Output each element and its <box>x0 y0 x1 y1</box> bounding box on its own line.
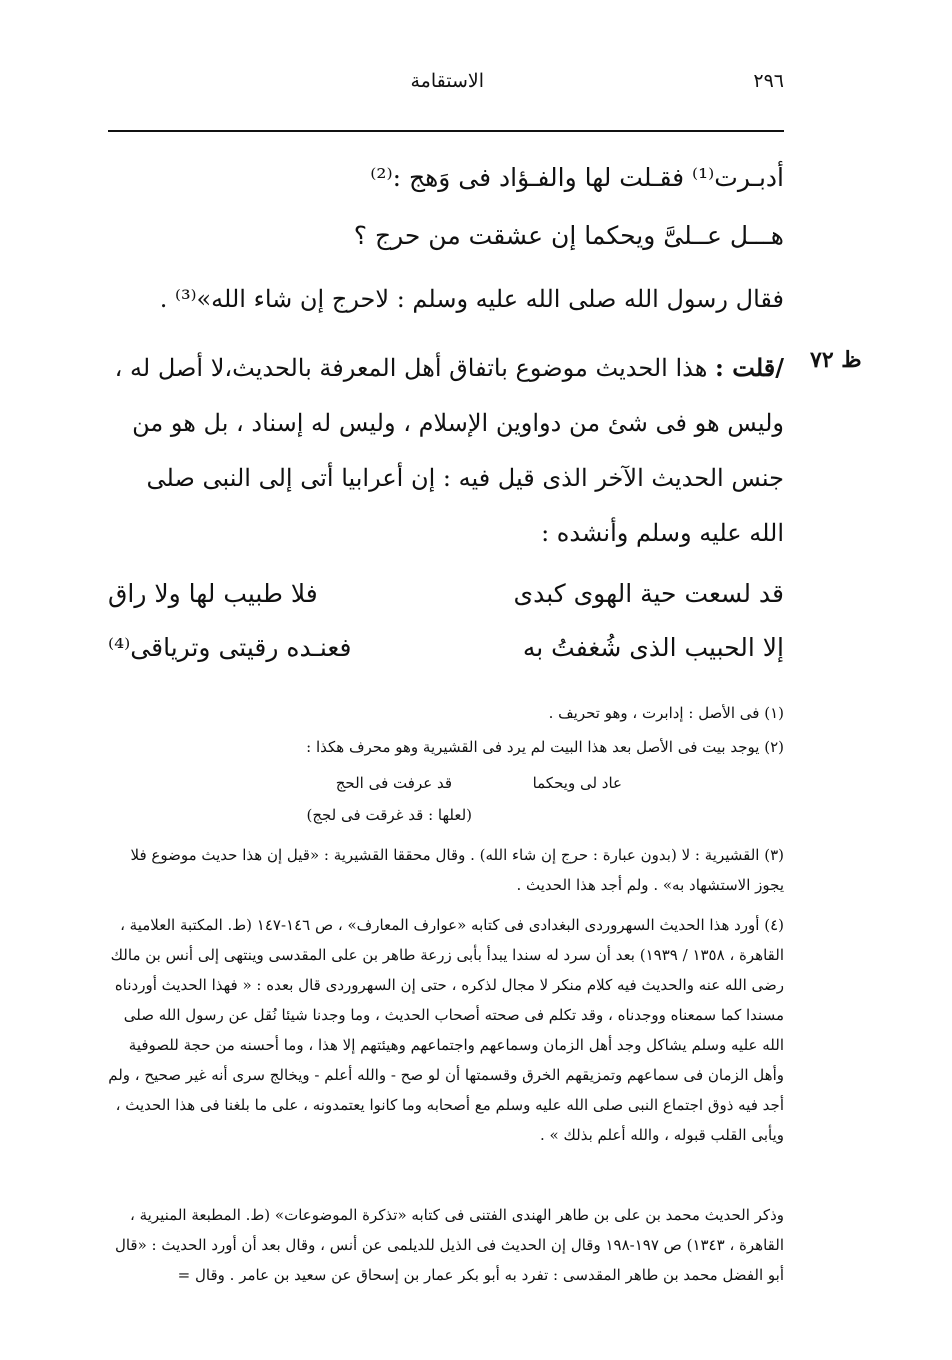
footnote-3 <box>108 840 784 900</box>
footnote-text: (١) فى الأصل : إدابرت ، وهو تحريف . <box>548 704 784 722</box>
paragraph-lead: /قلت : <box>715 353 784 382</box>
footnote-2 <box>108 732 784 762</box>
main-paragraph <box>108 340 784 561</box>
hemistich-right: إلا الحبيب الذى شُغفتُ به <box>522 633 784 662</box>
footnote-text: (٣) القشيرية : لا (بدون عبارة : حرج إن شاء الله) . وقال محققا القشيرية : «قيل إن هذا حديث موضوع فلا يجوز الاستشهاد به» . ولم أجد هذا الحديث . <box>130 846 784 894</box>
page-header <box>108 70 784 106</box>
footnote-2-verse-right: عاد لى ويحكما <box>532 774 622 792</box>
footnote-2-verse-left: قد عرفت فى الحج <box>335 774 452 792</box>
verse-1-line-2 <box>108 208 784 264</box>
footnote-text: وذكر الحديث محمد بن على بن طاهر الهندى الفتنى فى كتابه «تذكرة الموضوعات» (ط. المطبعة المنيرية ، القاهرة ، ١٣٤٣) ص ١٩٧-١٩٨ وقال إن الحديث فى الذيل للديلمى عن أنس ، وقال بعد أن أورد الحديث : «قال أبو الفضل محمد بن طاهر المقدسى : تفرد به أبو بكر عمار بن إسحاق عن سعيد بن عامر . وقال = <box>114 1206 784 1284</box>
page-title: الاستقامة <box>410 70 484 92</box>
paragraph-text: هذا الحديث موضوع باتفاق أهل المعرفة بالحديث،لا أصل له ، وليس هو فى شئ من دواوين الإسلام ، وليس له إسناد ، بل هو من جنس الحديث الآخر الذى قيل فيه : إن أعرابيا أتى إلى النبى صلى الله عليه وسلم وأنشده : <box>114 354 784 547</box>
header-rule <box>108 130 784 132</box>
page-number: ٢٩٦ <box>753 70 784 92</box>
footnote-2-note: (لعلها : قد غرقت فى لجج) <box>306 806 472 824</box>
verse-1-line-1 <box>108 150 784 206</box>
verse-line: هـــل عــلىَّ ويحكما إن عشقت من حرج ؟ <box>353 221 784 250</box>
hemistich-left: فعنـده رقيتى وترياقى⁽⁴⁾ <box>108 633 352 662</box>
hemistich-right: قد لسعت حية الهوى كبدى <box>513 579 784 608</box>
manuscript-folio-marker: ظ ٧٢ <box>810 347 862 373</box>
footnote-text: (٢) يوجد بيت فى الأصل بعد هذا البيت لم يرد فى القشيرية وهو محرف هكذا : <box>306 738 784 756</box>
hemistich-left: فلا طبيب لها ولا راق <box>108 579 318 608</box>
footnote-1 <box>108 698 784 728</box>
verse-2-line-2 <box>108 620 784 676</box>
footnote-4 <box>108 910 784 1150</box>
footnote-4-continuation <box>108 1200 784 1290</box>
verse-line: أدبـرت⁽¹⁾ فقـلت لها والفـؤاد فى وَهج :⁽²⁾ <box>370 163 784 192</box>
prophet-saying: فقال رسول الله صلى الله عليه وسلم : لاحرج إن شاء الله»⁽³⁾ . <box>159 285 784 313</box>
footnote-text: (٤) أورد هذا الحديث السهروردى البغدادى فى كتابه «عوارف المعارف» ، ص ١٤٦-١٤٧ (ط. المكتبة العلامية ، القاهرة ، ١٣٥٨ / ١٩٣٩) بعد أن سرد له سندا يبدأ بأبى زرعة طاهر بن على المقدسى وينتهى إلى أنس بن مالك رضى الله عنه والحديث فيه كلام منكر لا مجال لذكره ، حتى إن السهروردى قال بعده : « فهذا الحديث أوردناه مسندا كما سمعناه ووجدناه ، وقد تكلم فى صحته أصحاب الحديث ، وما وجدنا شيئا نُقل عن رسول الله صلى الله عليه وسلم يشاكل وجد أهل الزمان وسماعهم واجتماعهم وهيئتهم إلا هذا ، وما أحسنه من حجة للصوفية وأهل الزمان فى سماعهم وتمزيقهم الخرق وقسمتها أن لو صح - والله أعلم - ويخالج سرى أنه غير صحيح ، ولم أجد فيه ذوق اجتماع النبى صلى الله عليه وسلم مع أصحابه وما كانوا يعتمدونه ، على ما بلغنا فى هذا الحديث ، ويأبى القلب قبوله ، والله أعلم بذلك » . <box>108 916 784 1144</box>
verse-2-line-1 <box>108 566 784 622</box>
